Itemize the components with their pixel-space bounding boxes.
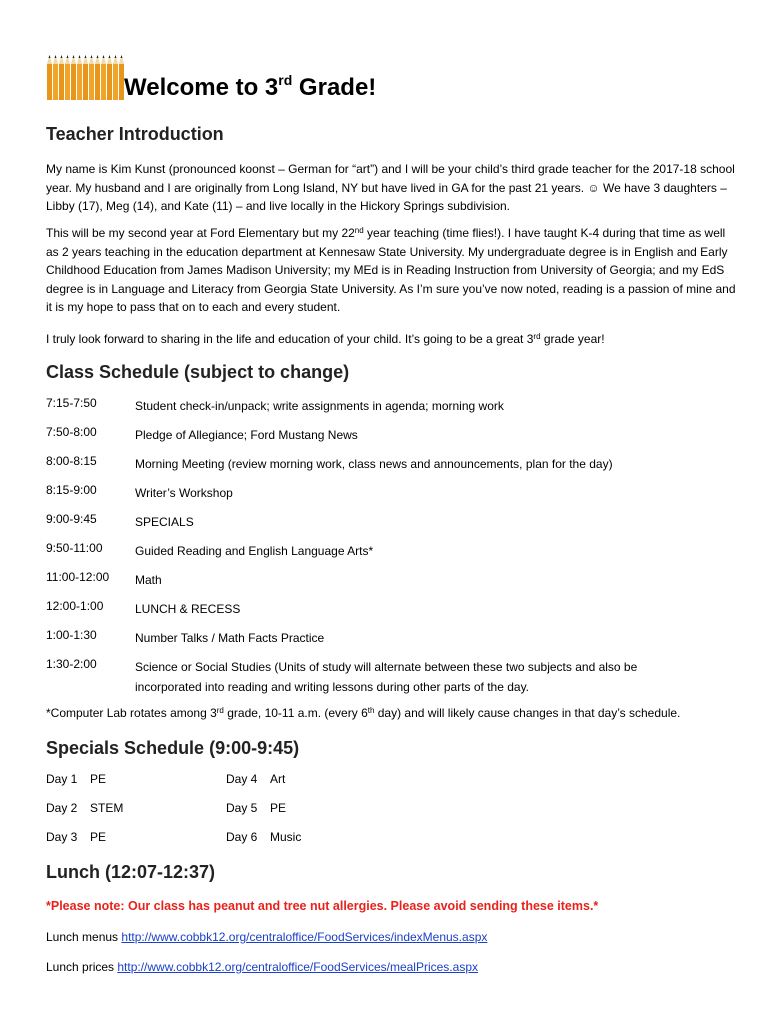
- schedule-activity: Guided Reading and English Language Arts*: [135, 544, 374, 558]
- intro-paragraph-1: [46, 160, 736, 216]
- specials-schedule-heading: Specials Schedule (9:00-9:45): [46, 738, 300, 758]
- title-superscript: rd: [278, 72, 293, 88]
- schedule-time: 7:50-8:00: [46, 425, 97, 439]
- intro-p3-sup: rd: [533, 332, 541, 341]
- note-sup-2: th: [367, 706, 375, 715]
- note-sup-1: rd: [216, 706, 224, 715]
- schedule-time: 7:15-7:50: [46, 396, 97, 410]
- schedule-activity: Writer’s Workshop: [135, 486, 233, 500]
- note-part-b: grade, 10-11 a.m. (every 6: [223, 706, 368, 720]
- title-text-post: Grade!: [292, 74, 377, 101]
- lunch-prices-label: Lunch prices: [46, 960, 118, 974]
- schedule-activity: Number Talks / Math Facts Practice: [135, 631, 325, 645]
- specials-subject: Art: [270, 772, 286, 786]
- specials-day: Day 5: [226, 801, 258, 815]
- specials-subject: STEM: [90, 801, 124, 815]
- schedule-time: 8:15-9:00: [46, 483, 97, 497]
- schedule-time: 1:00-1:30: [46, 628, 97, 642]
- specials-subject: PE: [90, 830, 107, 844]
- specials-day: Day 2: [46, 801, 78, 815]
- intro-p2-sup: nd: [354, 226, 364, 235]
- schedule-activity: Science or Social Studies (Units of study will alternate between these two subjects and also be incorporated into reading and writing lessons during other parts of the day.: [135, 660, 638, 694]
- lunch-heading: Lunch (12:07-12:37): [46, 862, 216, 882]
- specials-day: Day 1: [46, 772, 78, 786]
- schedule-time: 9:50-11:00: [46, 541, 103, 555]
- note-part-a: *Computer Lab rotates among 3: [46, 706, 217, 720]
- intro-paragraph-2: [46, 224, 736, 317]
- schedule-time: 9:00-9:45: [46, 512, 97, 526]
- schedule-activity: Morning Meeting (review morning work, class news and announcements, plan for the day): [135, 457, 613, 471]
- schedule-activity: Pledge of Allegiance; Ford Mustang News: [135, 428, 358, 442]
- specials-item: [46, 772, 106, 786]
- schedule-activity: LUNCH & RECESS: [135, 602, 241, 616]
- intro-paragraph-3: [46, 330, 736, 349]
- lunch-menus-label: Lunch menus: [46, 930, 122, 944]
- specials-day: Day 3: [46, 830, 78, 844]
- schedule-time: 1:30-2:00: [46, 657, 97, 671]
- specials-item: [226, 772, 285, 786]
- class-schedule-heading: Class Schedule (subject to change): [46, 362, 350, 382]
- intro-p3-a: I truly look forward to sharing in the life and education of your child. It’s going to be a great 3: [46, 332, 534, 346]
- specials-item: [226, 830, 301, 844]
- lunch-prices-line: [46, 960, 478, 974]
- allergy-warning: *Please note: Our class has peanut and tree nut allergies. Please avoid sending these items.*: [46, 899, 599, 913]
- specials-item: [226, 801, 286, 815]
- lunch-menus-line: [46, 930, 487, 944]
- schedule-activity: Math: [135, 573, 162, 587]
- intro-p2-b: year teaching (time flies!). I have taught K-4 during that time as well as 2 years teaching in the education department at Kennesaw State University. My undergraduate degree is in English and Early Childhood Education from James Madison University; my MEd is in Reading Instruction from University of Georgia; and my EdS degree is in Language and Literacy from Georgia State University. As I’m sure you’ve now noted, reading is a passion of mine and it is my hope to pass that on to each and every student.: [46, 226, 736, 315]
- intro-p3-b: grade year!: [540, 332, 605, 346]
- lunch-menus-link[interactable]: http://www.cobbk12.org/centraloffice/FoodServices/indexMenus.aspx: [121, 930, 488, 944]
- specials-subject: PE: [90, 772, 107, 786]
- intro-paragraph-1-text: My name is Kim Kunst (pronounced koonst – German for “art”) and I will be your child’s third grade teacher for the 2017-18 school year. My husband and I are originally from Long Island, NY but have lived in GA for the past 21 years. ☺ We have 3 daughters – Libby (17), Meg (14), and Kate (11) – and live locally in the Hickory Springs subdivision.: [46, 162, 735, 214]
- intro-p2-a: This will be my second year at Ford Elementary but my 22: [46, 226, 355, 240]
- note-part-c: day) and will likely cause changes in that day’s schedule.: [374, 706, 681, 720]
- specials-day: Day 6: [226, 830, 258, 844]
- specials-day: Day 4: [226, 772, 258, 786]
- page-title: [124, 74, 376, 102]
- specials-subject: PE: [270, 801, 287, 815]
- schedule-activity: Student check-in/unpack; write assignments in agenda; morning work: [135, 399, 504, 413]
- schedule-activity: SPECIALS: [135, 515, 194, 529]
- teacher-intro-heading: Teacher Introduction: [46, 124, 224, 144]
- specials-subject: Music: [270, 830, 302, 844]
- schedule-time: 11:00-12:00: [46, 570, 110, 584]
- title-text-pre: Welcome to 3: [124, 74, 279, 101]
- specials-item: [46, 801, 123, 815]
- lunch-prices-link[interactable]: http://www.cobbk12.org/centraloffice/FoodServices/mealPrices.aspx: [117, 960, 478, 974]
- schedule-time: 12:00-1:00: [46, 599, 104, 613]
- specials-item: [46, 830, 106, 844]
- schedule-time: 8:00-8:15: [46, 454, 97, 468]
- pencils-icon: [46, 52, 124, 100]
- computer-lab-note: [46, 706, 680, 720]
